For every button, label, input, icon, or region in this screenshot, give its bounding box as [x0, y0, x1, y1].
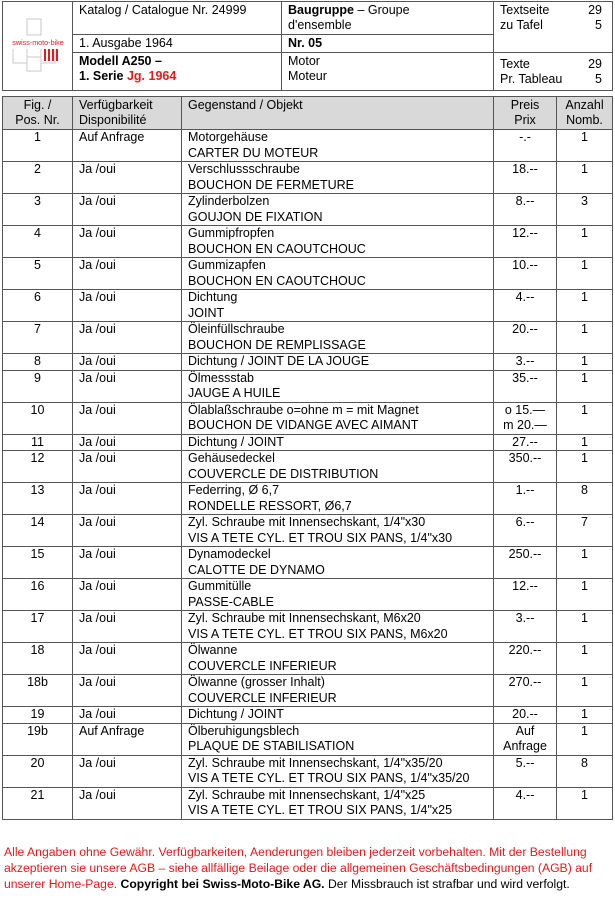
price: 350.-- — [494, 451, 557, 483]
item-description: Dichtung / JOINT DE LA JOUGE — [182, 354, 494, 371]
item-description: Ölwanne (grosser Inhalt) COUVERCLE INFERIEUR — [182, 675, 494, 707]
table-row — [3, 643, 613, 675]
item-description: Zyl. Schraube mit Innensechskant, 1/4"x25 VIS A TETE CYL. ET TROU SIX PANS, 1/4"x25 — [182, 787, 494, 819]
quantity: 1 — [557, 434, 613, 451]
availability: Ja /oui — [73, 162, 182, 194]
item-description: Zyl. Schraube mit Innensechskant, M6x20 VIS A TETE CYL. ET TROU SIX PANS, M6x20 — [182, 611, 494, 643]
availability: Ja /oui — [73, 515, 182, 547]
availability: Auf Anfrage — [73, 723, 182, 755]
price: 4.-- — [494, 787, 557, 819]
position-number: 11 — [3, 434, 73, 451]
price: 18.-- — [494, 162, 557, 194]
position-number: 10 — [3, 402, 73, 434]
availability: Ja /oui — [73, 370, 182, 402]
price: 3.-- — [494, 611, 557, 643]
price: Auf Anfrage — [494, 723, 557, 755]
item-description: Dichtung / JOINT — [182, 434, 494, 451]
table-row — [3, 402, 613, 434]
table-row — [3, 707, 613, 724]
edition: 1. Ausgabe 1964 — [73, 35, 282, 53]
table-row — [3, 162, 613, 194]
item-description: Gehäusedeckel COUVERCLE DE DISTRIBUTION — [182, 451, 494, 483]
table-row — [3, 226, 613, 258]
position-number: 16 — [3, 579, 73, 611]
price: 1.-- — [494, 483, 557, 515]
price: 6.-- — [494, 515, 557, 547]
position-number: 5 — [3, 258, 73, 290]
availability: Ja /oui — [73, 483, 182, 515]
quantity: 1 — [557, 723, 613, 755]
quantity: 1 — [557, 226, 613, 258]
svg-text:swiss-moto-bike: swiss-moto-bike — [11, 38, 64, 47]
position-number: 4 — [3, 226, 73, 258]
table-row — [3, 370, 613, 402]
position-number: 18 — [3, 643, 73, 675]
quantity: 1 — [557, 675, 613, 707]
quantity: 1 — [557, 258, 613, 290]
position-number: 3 — [3, 194, 73, 226]
quantity: 1 — [557, 579, 613, 611]
parts-table — [2, 96, 613, 820]
position-number: 18b — [3, 675, 73, 707]
availability: Ja /oui — [73, 451, 182, 483]
price: 20.-- — [494, 322, 557, 354]
table-header — [3, 97, 613, 130]
availability: Ja /oui — [73, 579, 182, 611]
availability: Auf Anfrage — [73, 130, 182, 162]
price: 35.-- — [494, 370, 557, 402]
position-number: 20 — [3, 755, 73, 787]
model: Modell A250 – 1. Serie Jg. 1964 — [73, 53, 282, 91]
quantity: 1 — [557, 162, 613, 194]
table-row — [3, 787, 613, 819]
position-number: 1 — [3, 130, 73, 162]
table-row — [3, 755, 613, 787]
col-availability: Verfügbarkeit Disponibilité — [73, 97, 182, 130]
item-description: Zyl. Schraube mit Innensechskant, 1/4"x35/20 VIS A TETE CYL. ET TROU SIX PANS, 1/4"x35/20 — [182, 755, 494, 787]
quantity: 1 — [557, 354, 613, 371]
item-description: Verschlussschraube BOUCHON DE FERMETURE — [182, 162, 494, 194]
quantity: 8 — [557, 483, 613, 515]
quantity: 1 — [557, 707, 613, 724]
quantity: 1 — [557, 643, 613, 675]
table-row — [3, 194, 613, 226]
price: 5.-- — [494, 755, 557, 787]
item-description: Ölberuhigungsblech PLAQUE DE STABILISATION — [182, 723, 494, 755]
price: 8.-- — [494, 194, 557, 226]
price: o 15.— m 20.— — [494, 402, 557, 434]
item-description: Dichtung JOINT — [182, 290, 494, 322]
item-description: Ölablaßschraube o=ohne m = mit Magnet BOUCHON DE VIDANGE AVEC AIMANT — [182, 402, 494, 434]
quantity: 1 — [557, 547, 613, 579]
disclaimer-warning: Alle Angaben ohne Gewähr. Verfügbarkeiten, Aenderungen bleiben jederzeit vorbehalten. Mit der Bestellung akzeptieren sie unsere AGB – siehe allfällige Beilage oder die allgemeinen Geschäftsbedingungen (AGB) auf unserer Home-Page. — [4, 845, 593, 891]
availability: Ja /oui — [73, 194, 182, 226]
price: 220.-- — [494, 643, 557, 675]
position-number: 6 — [3, 290, 73, 322]
table-row — [3, 515, 613, 547]
quantity: 7 — [557, 515, 613, 547]
position-number: 2 — [3, 162, 73, 194]
position-number: 9 — [3, 370, 73, 402]
table-row — [3, 675, 613, 707]
table-row — [3, 258, 613, 290]
catalog-header — [2, 1, 613, 91]
position-number: 19 — [3, 707, 73, 724]
item-description: Ölmessstab JAUGE A HUILE — [182, 370, 494, 402]
availability: Ja /oui — [73, 434, 182, 451]
item-description: Zyl. Schraube mit Innensechskant, 1/4"x30 VIS A TETE CYL. ET TROU SIX PANS, 1/4"x30 — [182, 515, 494, 547]
availability: Ja /oui — [73, 226, 182, 258]
price: 250.-- — [494, 547, 557, 579]
table-row — [3, 611, 613, 643]
plate-ref: Texte 29 Pr. Tableau 5 — [494, 53, 613, 91]
position-number: 7 — [3, 322, 73, 354]
position-number: 14 — [3, 515, 73, 547]
table-row — [3, 723, 613, 755]
item-description: Zylinderbolzen GOUJON DE FIXATION — [182, 194, 494, 226]
price: 12.-- — [494, 226, 557, 258]
misuse-note: Der Missbrauch ist strafbar und wird verfolgt. — [324, 877, 570, 891]
item-description: Motorgehäuse CARTER DU MOTEUR — [182, 130, 494, 162]
item-description: Dichtung / JOINT — [182, 707, 494, 724]
position-number: 12 — [3, 451, 73, 483]
quantity: 1 — [557, 402, 613, 434]
price: 12.-- — [494, 579, 557, 611]
availability: Ja /oui — [73, 755, 182, 787]
price: 10.-- — [494, 258, 557, 290]
table-row — [3, 579, 613, 611]
quantity: 1 — [557, 130, 613, 162]
position-number: 13 — [3, 483, 73, 515]
availability: Ja /oui — [73, 675, 182, 707]
quantity: 1 — [557, 451, 613, 483]
table-row — [3, 483, 613, 515]
quantity: 1 — [557, 787, 613, 819]
logo-cell — [3, 2, 73, 91]
item-description: Gummitülle PASSE-CABLE — [182, 579, 494, 611]
quantity: 1 — [557, 290, 613, 322]
price: 20.-- — [494, 707, 557, 724]
availability: Ja /oui — [73, 258, 182, 290]
parts-body — [3, 130, 613, 820]
group-name: Motor Moteur — [282, 53, 494, 91]
text-page-ref: Textseite 29 zu Tafel 5 — [494, 2, 613, 53]
position-number: 8 — [3, 354, 73, 371]
availability: Ja /oui — [73, 402, 182, 434]
item-description: Gummipfropfen BOUCHON EN CAOUTCHOUC — [182, 226, 494, 258]
availability: Ja /oui — [73, 547, 182, 579]
quantity: 8 — [557, 755, 613, 787]
availability: Ja /oui — [73, 322, 182, 354]
item-description: Dynamodeckel CALOTTE DE DYNAMO — [182, 547, 494, 579]
price: 3.-- — [494, 354, 557, 371]
catalog-number: Katalog / Catalogue Nr. 24999 — [73, 2, 282, 35]
table-row — [3, 130, 613, 162]
quantity: 1 — [557, 370, 613, 402]
availability: Ja /oui — [73, 354, 182, 371]
availability: Ja /oui — [73, 707, 182, 724]
price: 27.-- — [494, 434, 557, 451]
table-row — [3, 322, 613, 354]
col-price: Preis Prix — [494, 97, 557, 130]
position-number: 15 — [3, 547, 73, 579]
table-row — [3, 290, 613, 322]
disclaimer — [4, 844, 612, 892]
position-number: 17 — [3, 611, 73, 643]
item-description: Öleinfüllschraube BOUCHON DE REMPLISSAGE — [182, 322, 494, 354]
quantity: 1 — [557, 611, 613, 643]
col-fig: Fig. / Pos. Nr. — [3, 97, 73, 130]
swiss-moto-bike-logo — [7, 13, 69, 75]
table-row — [3, 451, 613, 483]
item-description: Gummizapfen BOUCHON EN CAOUTCHOUC — [182, 258, 494, 290]
quantity: 1 — [557, 322, 613, 354]
availability: Ja /oui — [73, 611, 182, 643]
position-number: 19b — [3, 723, 73, 755]
group-number: Nr. 05 — [282, 35, 494, 53]
item-description: Ölwanne COUVERCLE INFERIEUR — [182, 643, 494, 675]
availability: Ja /oui — [73, 643, 182, 675]
group-title: Baugruppe – Groupe d'ensemble — [282, 2, 494, 35]
quantity: 3 — [557, 194, 613, 226]
availability: Ja /oui — [73, 787, 182, 819]
price: -.- — [494, 130, 557, 162]
price: 270.-- — [494, 675, 557, 707]
item-description: Federring, Ø 6,7 RONDELLE RESSORT, Ø6,7 — [182, 483, 494, 515]
table-row — [3, 547, 613, 579]
col-item: Gegenstand / Objekt — [182, 97, 494, 130]
availability: Ja /oui — [73, 290, 182, 322]
table-row — [3, 354, 613, 371]
col-quantity: Anzahl Nomb. — [557, 97, 613, 130]
copyright: Copyright bei Swiss-Moto-Bike AG. — [120, 877, 325, 891]
table-row — [3, 434, 613, 451]
price: 4.-- — [494, 290, 557, 322]
position-number: 21 — [3, 787, 73, 819]
